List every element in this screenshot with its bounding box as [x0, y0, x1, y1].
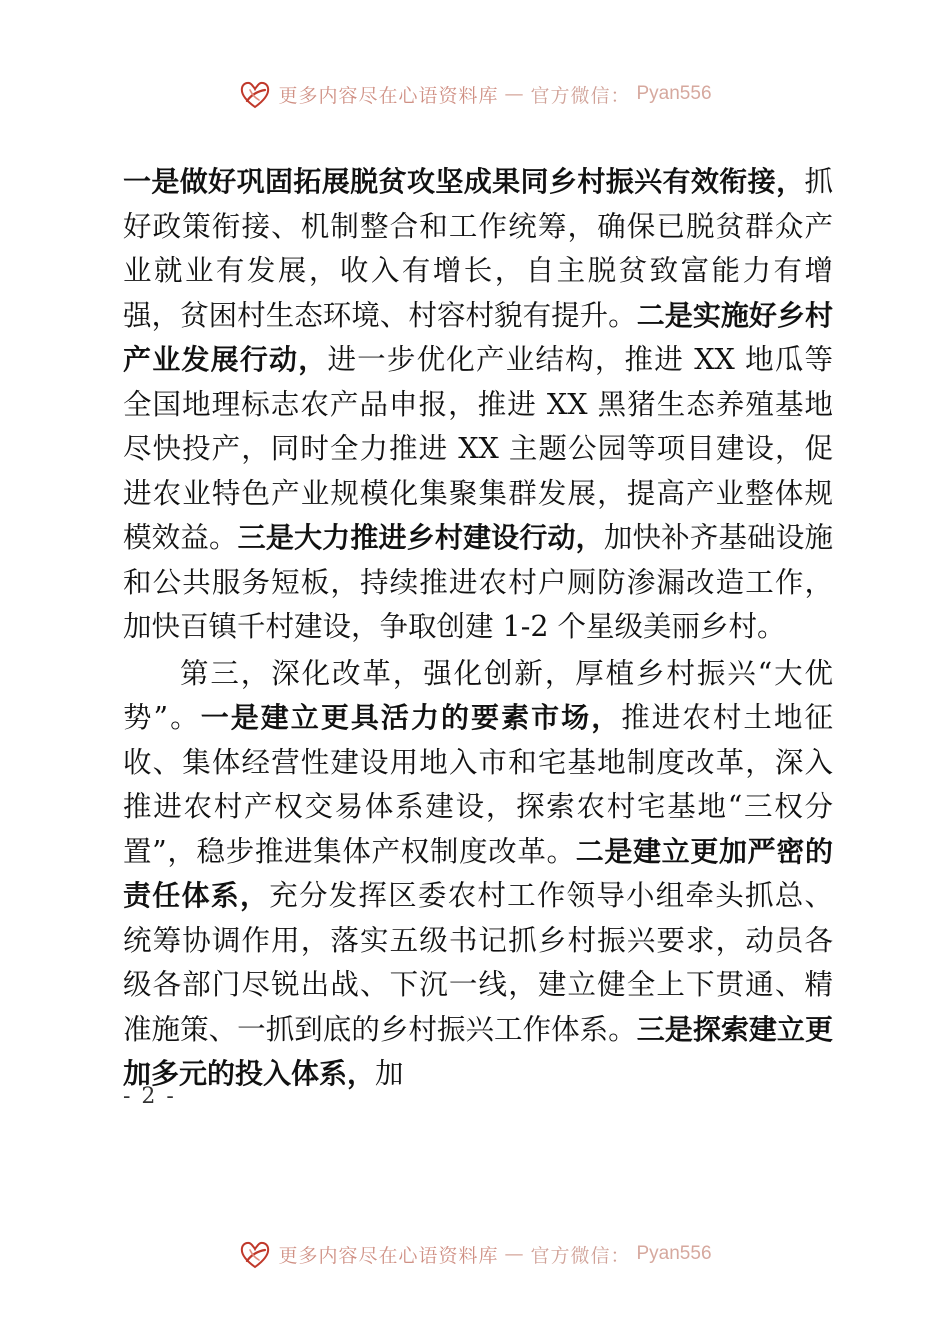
document-body — [123, 160, 833, 1097]
page-number: - 2 - — [123, 1084, 176, 1109]
bold-heading-2: 二是实施好乡村产业发展行动， — [123, 298, 833, 376]
body-text-5: 充分发挥区委农村工作领导小组牵头抓总、统筹协调作用，落实五级书记抓乡村振兴要求，动员各级各部门尽锐出战、下沉一线，建立健全上下贯通、精准施策、一抓到底的乡村振兴工作体系。 — [123, 879, 833, 1046]
watermark-separator: — — [504, 1243, 525, 1265]
bold-heading-6: 三是探索建立更加多元的投入体系， — [123, 1012, 833, 1090]
header-watermark — [0, 74, 950, 114]
bold-heading-1: 一是做好巩固拓展脱贫攻坚成果同乡村振兴有效衔接， — [123, 165, 805, 198]
body-text-4: 推进农村土地征收、集体经营性建设用地入市和宅基地制度改革，深入推进农村产权交易体系建设，探索农村宅基地“三权分置”，稳步推进集体产权制度改革。 — [123, 701, 833, 868]
watermark-wechat-id: Pyan556 — [636, 1243, 712, 1264]
footer-watermark — [0, 1234, 950, 1274]
bold-heading-3: 三是大力推进乡村建设行动， — [237, 521, 604, 554]
watermark-brand: 更多内容尽在心语资料库 — [278, 1244, 499, 1267]
watermark-brand: 更多内容尽在心语资料库 — [278, 84, 499, 107]
bold-heading-4: 一是建立更具活力的要素市场， — [200, 701, 622, 734]
watermark-wechat-label: 官方微信： — [530, 1244, 631, 1267]
body-text-1: 抓好政策衔接、机制整合和工作统筹，确保已脱贫群众产业就业有发展，收入有增长，自主脱贫致富能力有增强，贫困村生态环境、村容村貌有提升。 — [123, 165, 833, 332]
body-text-2: 进一步优化产业结构，推进 XX 地瓜等全国地理标志农产品申报，推进 XX 黑猪生态养殖基地尽快投产，同时全力推进 XX 主题公园等项目建设，促进农业特色产业规模化集聚集群发展，提高产业整体规模效益。 — [123, 343, 833, 554]
section-lead: 第三，深化改革，强化创新，厚植乡村振兴“大优势”。 — [123, 656, 833, 734]
watermark-wechat-label: 官方微信： — [530, 84, 631, 107]
watermark-wechat-id: Pyan556 — [636, 83, 712, 104]
heart-ribbon-logo-icon — [238, 77, 272, 111]
body-text-6: 加 — [375, 1057, 404, 1090]
paragraph-rural-revitalization-tasks — [123, 160, 833, 650]
paragraph-deepen-reform — [123, 652, 833, 1097]
watermark-separator: — — [504, 83, 525, 105]
body-text-3: 加快补齐基础设施和公共服务短板，持续推进农村户厕防渗漏改造工作，加快百镇千村建设，争取创建 1-2 个星级美丽乡村。 — [123, 521, 833, 643]
heart-ribbon-logo-icon — [238, 1237, 272, 1271]
bold-heading-5: 二是建立更加严密的责任体系， — [123, 834, 833, 912]
